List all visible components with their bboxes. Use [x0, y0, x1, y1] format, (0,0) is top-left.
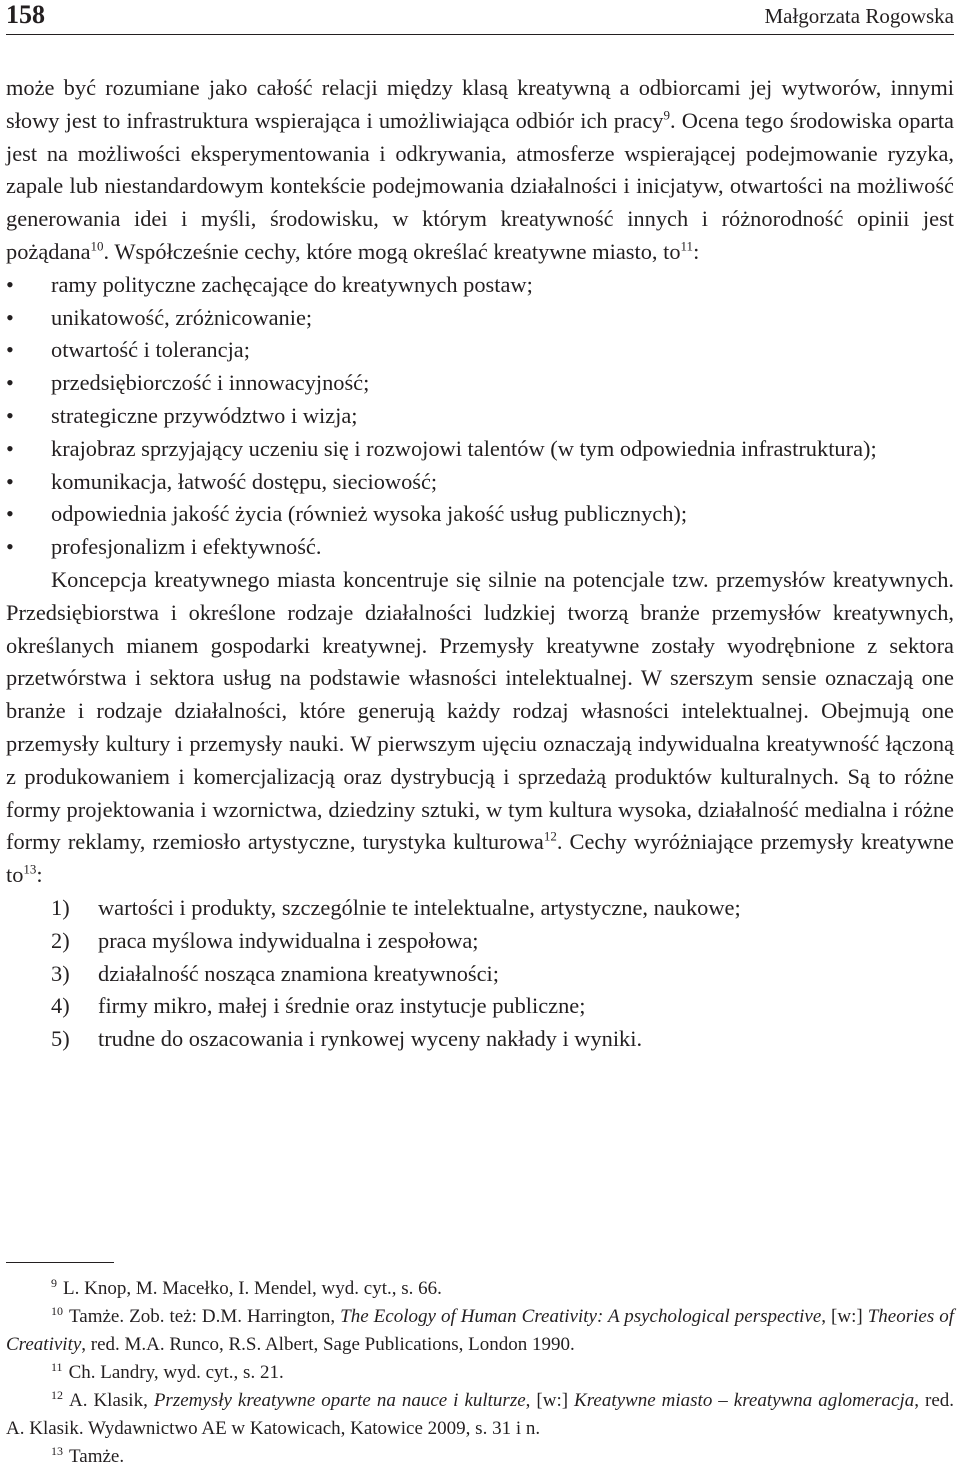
footnote-title: Theories of Creativity	[6, 1306, 955, 1355]
footnote-mark: 12	[51, 1387, 63, 1402]
bullet-item: • strategiczne przywództwo i wizja;	[6, 400, 954, 433]
item-text: firmy mikro, małej i średnie oraz instytucje publiczne;	[98, 993, 586, 1019]
item-text: działalność nosząca znamiona kreatywności;	[98, 960, 499, 986]
footnote-text: , [w:]	[525, 1390, 575, 1411]
intro-text-3: . Współcześnie cechy, które mogą określać kreatywne miasto, to	[103, 238, 681, 264]
numbered-item	[6, 958, 954, 991]
intro-text-1: może być rozumiane jako całość relacji między klasą kreatywną a odbiorcami jej wytworów, innymi słowy jest to infrastruktura wspierająca i umożliwiająca odbiór ich pracy	[6, 75, 954, 133]
footnote-text: , red. M.A. Runco, R.S. Albert, Sage Publications, London 1990.	[81, 1334, 575, 1355]
bullet-item: • odpowiednia jakość życia (również wysoka jakość usług publicznych);	[6, 498, 954, 531]
footnote-mark: 11	[51, 1359, 63, 1374]
footnote-ref-12[interactable]: 12	[543, 828, 557, 844]
bullet-item: • krajobraz sprzyjający uczeniu się i rozwojowi talentów (w tym odpowiednia infrastruktura);	[6, 433, 954, 466]
footnote-title: The Ecology of Human Creativity: A psychological perspective	[340, 1306, 822, 1327]
para2-text-3: :	[36, 862, 43, 888]
para2-text-2: . Cechy wyróżniające przemysły kreatywne to	[6, 829, 954, 888]
intro-text-2: . Ocena tego środowiska oparta jest na możliwości eksperymentowania i odkrywania, atmosferze wspierającej podejmowanie ryzyka, zapale lub niestandardowym kontekście podejmowania działalności i inicjatyw, otwartości na możliwość generowania idei i myśli, środowisku, w którym kreatywność innych i różnorodność opinii jest pożądana	[6, 107, 955, 264]
bullet-item: • otwartość i tolerancja;	[6, 334, 954, 367]
bullet-list	[6, 269, 954, 564]
running-head-author: Małgorzata Rogowska	[764, 4, 954, 28]
bullet-item: • ramy polityczne zachęcające do kreatywnych postaw;	[6, 269, 954, 302]
item-text: praca myślowa indywidualna i zespołowa;	[98, 927, 479, 953]
intro-paragraph	[6, 72, 954, 269]
numbered-item	[6, 1023, 954, 1056]
page-number: 158	[6, 0, 45, 29]
footnote-mark: 9	[51, 1275, 57, 1290]
footnote-mark: 10	[51, 1303, 63, 1318]
footnote-text: Ch. Landry, wyd. cyt., s. 21.	[68, 1362, 284, 1383]
bullet-item: • przedsiębiorczość i innowacyjność;	[6, 367, 954, 400]
footnote-ref-9[interactable]: 9	[663, 107, 670, 123]
item-text: trudne do oszacowania i rynkowej wyceny nakłady i wyniki.	[98, 1026, 643, 1052]
footnote-10	[6, 1303, 954, 1359]
footnote-separator	[6, 1262, 114, 1263]
footnote-9	[6, 1275, 954, 1303]
bullet-item: • komunikacja, łatwość dostępu, sieciowość;	[6, 466, 954, 499]
footnote-ref-13[interactable]: 13	[23, 861, 37, 877]
item-text: wartości i produkty, szczególnie te intelektualne, artystyczne, naukowe;	[98, 894, 741, 920]
item-number: 1)	[51, 894, 70, 920]
footnote-11	[6, 1359, 954, 1387]
numbered-item	[6, 892, 954, 925]
footnote-12	[6, 1387, 954, 1443]
footnote-text: , red. A. Klasik. Wydawnictwo AE w Katowicach, Katowice 2009, s. 31 i n.	[6, 1390, 955, 1439]
footnote-text: A. Klasik,	[69, 1390, 154, 1411]
footnote-ref-10[interactable]: 10	[90, 238, 104, 254]
footnote-text: L. Knop, M. Macełko, I. Mendel, wyd. cyt., s. 66.	[63, 1278, 442, 1299]
item-number: 3)	[51, 960, 70, 986]
bullet-item: • unikatowość, zróżnicowanie;	[6, 302, 954, 335]
footnote-title: Przemysły kreatywne oparte na nauce i kulturze	[153, 1390, 526, 1411]
numbered-list	[6, 892, 954, 1056]
item-number: 5)	[51, 1026, 70, 1052]
footnotes	[6, 1262, 954, 1471]
footnote-text: Tamże. Zob. też: D.M. Harrington,	[69, 1306, 341, 1327]
item-number: 4)	[51, 993, 70, 1019]
main-text	[6, 72, 954, 1056]
creative-industries-paragraph	[6, 564, 954, 892]
document-page	[6, 0, 955, 1467]
running-header	[6, 0, 954, 35]
para2-text-1: Koncepcja kreatywnego miasta koncentruje się silnie na potencjale tzw. przemysłów kreatywnych. Przedsiębiorstwa i określone rodzaje działalności ludzkiej tworzą branże przemysłów kreatywnych, określanych mianem gospodarki kreatywnej. Przemysły kreatywne zostały wyodrębnione z sektora przetwórstwa i sektora usług na podstawie własności intelektualnej. W szerszym sensie oznaczają one branże i rodzaje działalności, które generują każdy rodzaj własności intelektualnej. Obejmują one przemysły kultury i przemysły nauki. W pierwszym ujęciu oznaczają indywidualna kreatywność łączoną z produkowaniem i komercjalizacją oraz dystrybucją i sprzedażą produktów kulturalnych. Są to różne formy projektowania i wzornictwa, dziedziny sztuki, w tym kultura wysoka, działalność medialna i różne formy reklamy, rzemiosło artystyczne, turystyka kulturowa	[6, 566, 954, 855]
footnote-mark: 13	[51, 1443, 63, 1458]
footnote-title: Kreatywne miasto – kreatywna aglomeracja	[574, 1390, 915, 1411]
item-number: 2)	[51, 927, 70, 953]
numbered-item	[6, 925, 954, 958]
intro-text-4: :	[693, 238, 700, 264]
footnote-13	[6, 1443, 954, 1471]
footnote-ref-11[interactable]: 11	[680, 238, 694, 254]
footnote-text: , [w:]	[821, 1306, 868, 1327]
numbered-item	[6, 990, 954, 1023]
footnote-text: Tamże.	[69, 1446, 125, 1467]
bullet-item: • profesjonalizm i efektywność.	[6, 531, 954, 564]
